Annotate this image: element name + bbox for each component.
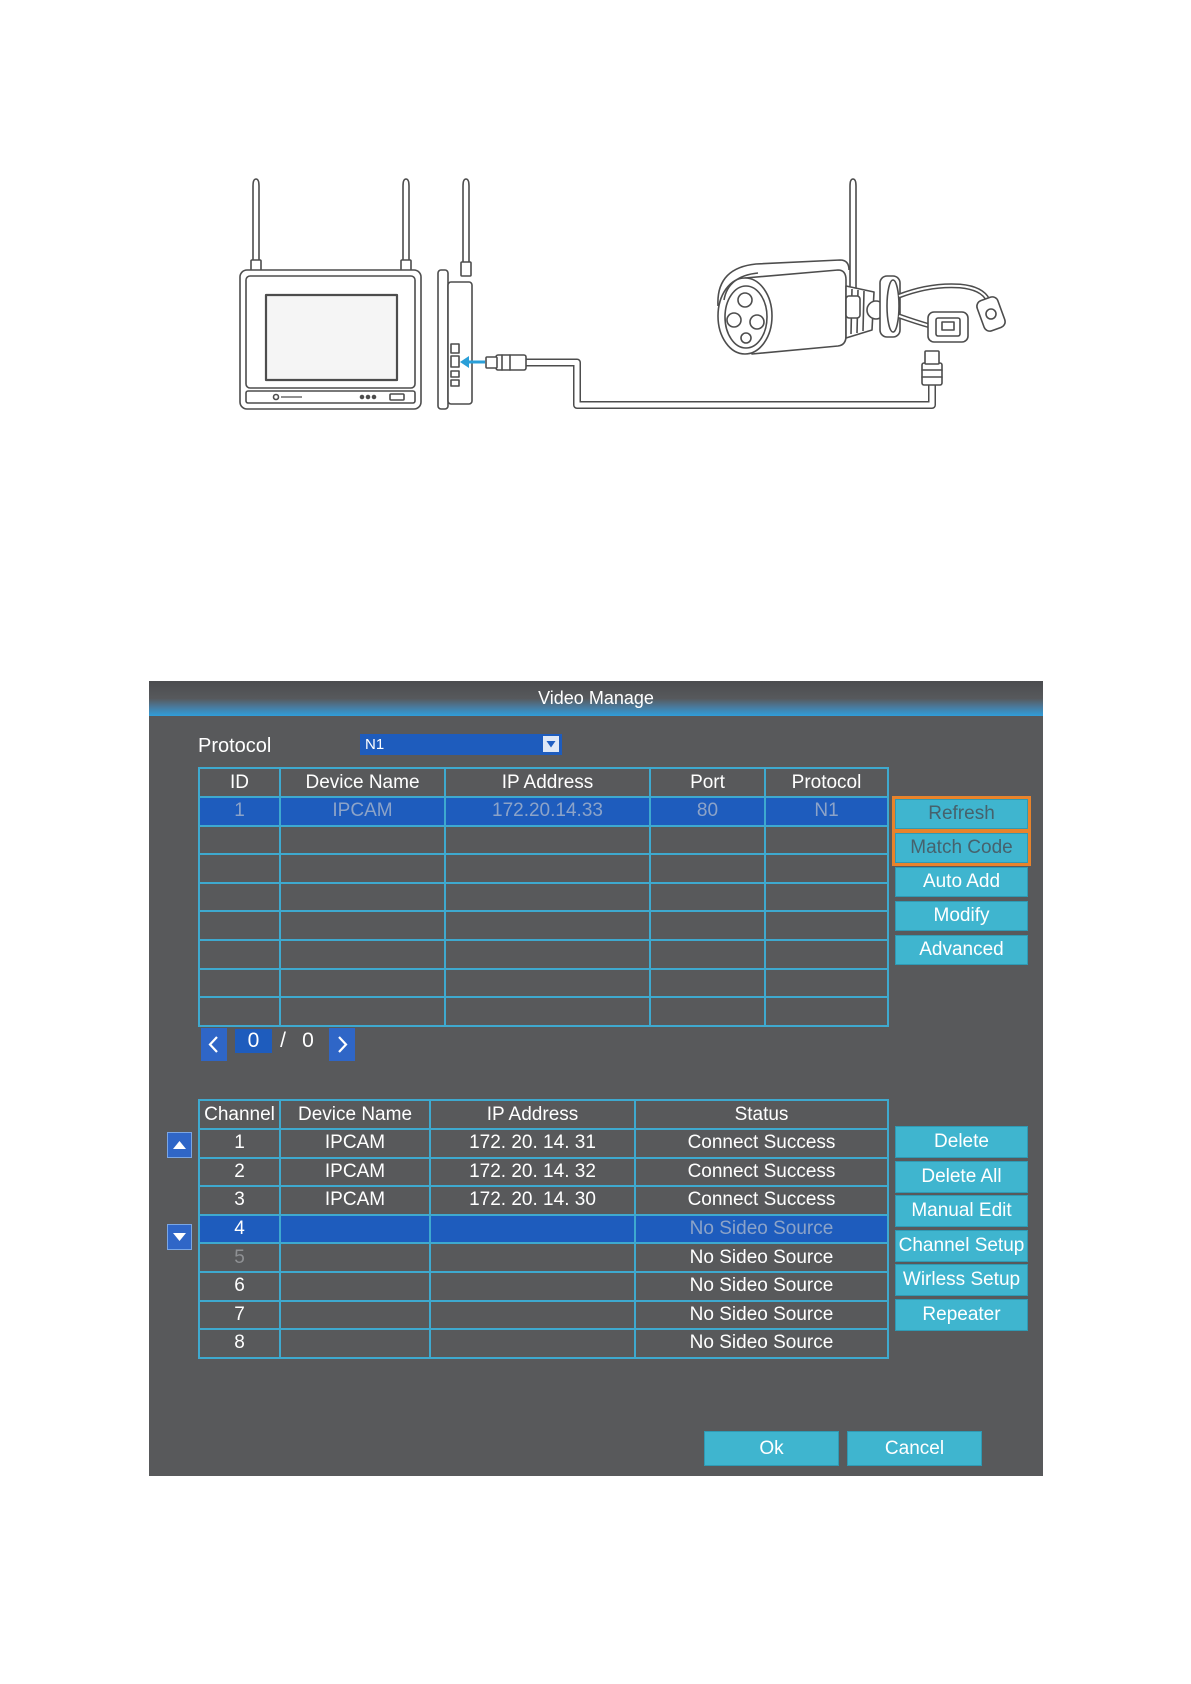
table-row[interactable]	[199, 1215, 888, 1244]
status-cell: No Sideo Source	[635, 1243, 888, 1272]
table-row[interactable]	[199, 1272, 888, 1301]
ip-address-cell	[445, 911, 650, 940]
ip-address-cell	[445, 969, 650, 998]
column-header-ip-address: IP Address	[445, 768, 650, 797]
column-header-ip-address: IP Address	[430, 1100, 635, 1129]
id-cell	[199, 911, 280, 940]
status-cell: No Sideo Source	[635, 1215, 888, 1244]
ip-address-cell	[445, 854, 650, 883]
ip-address-cell: 172. 20. 14. 30	[430, 1186, 635, 1215]
device-name-cell	[280, 826, 445, 855]
nvr-monitor-front	[240, 179, 421, 409]
auto-add-button[interactable]: Auto Add	[895, 867, 1028, 897]
table-row[interactable]	[199, 854, 888, 883]
table-row[interactable]	[199, 969, 888, 998]
column-header-channel: Channel	[199, 1100, 280, 1129]
table-row[interactable]	[199, 911, 888, 940]
table-header	[199, 1100, 888, 1129]
repeater-button[interactable]: Repeater	[895, 1299, 1028, 1331]
device-name-cell	[280, 969, 445, 998]
id-cell	[199, 940, 280, 969]
ip-address-cell	[430, 1329, 635, 1358]
triangle-up-icon	[168, 1133, 191, 1157]
ip-address-cell	[445, 826, 650, 855]
modify-button[interactable]: Modify	[895, 901, 1028, 931]
ip-camera	[718, 179, 1007, 354]
device-name-cell	[280, 940, 445, 969]
port-cell	[650, 911, 765, 940]
chevron-right-icon	[329, 1028, 355, 1061]
table-header	[199, 768, 888, 797]
port-cell	[650, 997, 765, 1026]
id-cell: 1	[199, 797, 280, 826]
table-row[interactable]	[199, 1158, 888, 1187]
port-cell	[650, 883, 765, 912]
device-name-cell	[280, 854, 445, 883]
ip-address-cell	[430, 1272, 635, 1301]
device-name-cell	[280, 997, 445, 1026]
device-name-cell	[280, 1272, 430, 1301]
device-name-cell	[280, 1215, 430, 1244]
column-header-device-name: Device Name	[280, 768, 445, 797]
protocol-dropdown[interactable]	[360, 734, 562, 755]
protocol-value: N1	[365, 736, 385, 753]
channel-scroll-down-button[interactable]	[167, 1224, 192, 1250]
ip-address-cell	[430, 1243, 635, 1272]
chevron-left-icon	[201, 1028, 227, 1061]
refresh-button[interactable]: Refresh	[895, 799, 1028, 829]
table-row[interactable]	[199, 1129, 888, 1158]
device-name-cell: IPCAM	[280, 797, 445, 826]
protocol-cell	[765, 969, 888, 998]
delete-all-button[interactable]: Delete All	[895, 1161, 1028, 1193]
ip-address-cell	[445, 940, 650, 969]
device-name-cell	[280, 1243, 430, 1272]
device-name-cell: IPCAM	[280, 1186, 430, 1215]
column-header-port: Port	[650, 768, 765, 797]
ip-address-cell	[430, 1301, 635, 1330]
ip-address-cell	[445, 997, 650, 1026]
protocol-cell	[765, 883, 888, 912]
title-bar	[149, 681, 1043, 716]
device-name-cell	[280, 911, 445, 940]
column-header-protocol: Protocol	[765, 768, 888, 797]
ip-address-cell	[445, 883, 650, 912]
table-row[interactable]	[199, 1243, 888, 1272]
port-cell: 80	[650, 797, 765, 826]
table-row[interactable]	[199, 883, 888, 912]
cancel-button[interactable]: Cancel	[847, 1431, 982, 1466]
dropdown-arrow-icon[interactable]	[543, 736, 559, 752]
delete-button[interactable]: Delete	[895, 1126, 1028, 1158]
protocol-cell	[765, 940, 888, 969]
table-row[interactable]	[199, 826, 888, 855]
table-row[interactable]	[199, 797, 888, 826]
antenna-icon	[463, 179, 469, 274]
dialog-title: Video Manage	[538, 688, 654, 708]
channel-setup-button[interactable]: Channel Setup	[895, 1230, 1028, 1262]
table-row[interactable]	[199, 997, 888, 1026]
status-cell: No Sideo Source	[635, 1272, 888, 1301]
id-cell	[199, 883, 280, 912]
id-cell	[199, 997, 280, 1026]
wirless-setup-button[interactable]: Wirless Setup	[895, 1264, 1028, 1296]
channel-action-buttons	[895, 1126, 1028, 1331]
page-next-button[interactable]	[329, 1028, 355, 1061]
device-name-cell	[280, 1329, 430, 1358]
device-name-cell	[280, 883, 445, 912]
page-prev-button[interactable]	[201, 1028, 227, 1061]
status-cell: No Sideo Source	[635, 1329, 888, 1358]
status-cell: Connect Success	[635, 1129, 888, 1158]
channel-cell: 7	[199, 1301, 280, 1330]
connection-illustration	[0, 0, 1191, 460]
status-cell: Connect Success	[635, 1158, 888, 1187]
column-header-status: Status	[635, 1100, 888, 1129]
protocol-cell	[765, 997, 888, 1026]
channel-table	[198, 1099, 889, 1359]
match-code-button[interactable]: Match Code	[895, 833, 1028, 863]
protocol-label: Protocol	[198, 735, 272, 757]
ok-button[interactable]: Ok	[704, 1431, 839, 1466]
device-table	[198, 767, 889, 1027]
table-row[interactable]	[199, 1301, 888, 1330]
channel-scroll-up-button[interactable]	[167, 1132, 192, 1158]
protocol-cell	[765, 911, 888, 940]
id-cell	[199, 826, 280, 855]
channel-cell: 6	[199, 1272, 280, 1301]
nvr-monitor-side	[438, 179, 472, 409]
status-cell: No Sideo Source	[635, 1301, 888, 1330]
rj45-plug	[486, 355, 526, 370]
ip-address-cell	[430, 1215, 635, 1244]
protocol-cell	[765, 854, 888, 883]
channel-cell: 1	[199, 1129, 280, 1158]
table-row[interactable]	[199, 940, 888, 969]
device-name-cell: IPCAM	[280, 1158, 430, 1187]
device-action-buttons	[895, 799, 1028, 965]
lan-port	[451, 344, 459, 353]
table-row[interactable]	[199, 1186, 888, 1215]
port-cell	[650, 940, 765, 969]
antenna-icon	[403, 179, 409, 272]
page-total: 0	[302, 1029, 314, 1052]
triangle-down-icon	[168, 1225, 191, 1249]
protocol-cell	[765, 826, 888, 855]
status-cell: Connect Success	[635, 1186, 888, 1215]
page-number-input[interactable]: 0	[235, 1029, 272, 1053]
port-cell	[650, 854, 765, 883]
video-manage-dialog	[149, 681, 1043, 1476]
rj45-plug	[922, 351, 942, 385]
device-name-cell: IPCAM	[280, 1129, 430, 1158]
channel-cell: 8	[199, 1329, 280, 1358]
id-cell	[199, 969, 280, 998]
device-name-cell	[280, 1301, 430, 1330]
port-cell	[650, 969, 765, 998]
channel-cell: 4	[199, 1215, 280, 1244]
channel-cell: 5	[199, 1243, 280, 1272]
column-header-id: ID	[199, 768, 280, 797]
protocol-cell: N1	[765, 797, 888, 826]
advanced-button[interactable]: Advanced	[895, 935, 1028, 965]
ip-address-cell: 172.20.14.33	[445, 797, 650, 826]
ethernet-cable	[486, 351, 942, 405]
id-cell	[199, 854, 280, 883]
port-cell	[650, 826, 765, 855]
channel-cell: 3	[199, 1186, 280, 1215]
ip-address-cell: 172. 20. 14. 32	[430, 1158, 635, 1187]
monitor-screen	[266, 295, 397, 380]
channel-cell: 2	[199, 1158, 280, 1187]
manual-edit-button[interactable]: Manual Edit	[895, 1195, 1028, 1227]
table-row[interactable]	[199, 1329, 888, 1358]
column-header-device-name: Device Name	[280, 1100, 430, 1129]
ip-address-cell: 172. 20. 14. 31	[430, 1129, 635, 1158]
antenna-icon	[253, 179, 259, 272]
page-separator: /	[280, 1029, 286, 1052]
